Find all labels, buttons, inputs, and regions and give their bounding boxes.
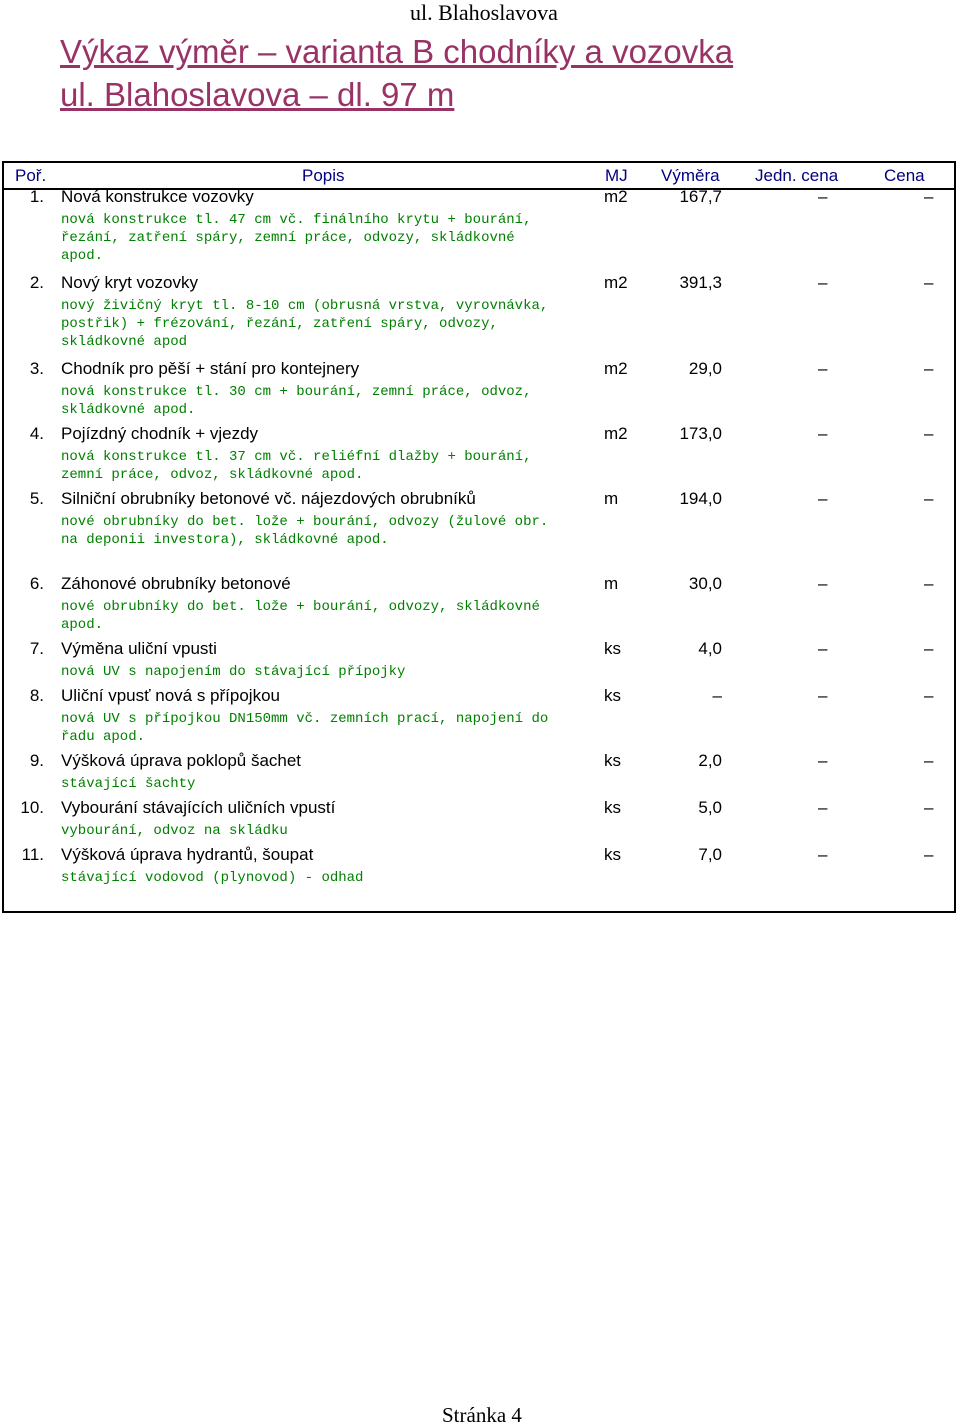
bill-of-quantities-table (2, 161, 956, 913)
row-description-line: na deponii investora), skládkovné apod. (61, 532, 389, 548)
row-description-line: stávající šachty (61, 776, 196, 792)
row-unit: ks (604, 845, 621, 864)
row-unit-price: – (818, 639, 828, 658)
row-description-line: řadu apod. (61, 729, 146, 745)
row-quantity: 5,0 (698, 798, 722, 817)
row-price: – (924, 798, 934, 817)
page-footer: Stránka 4 (442, 1403, 522, 1427)
row-quantity: 167,7 (679, 187, 722, 206)
document-title (60, 30, 733, 116)
row-number: 8. (29, 686, 44, 705)
row-description-line: nová UV s přípojkou DN150mm vč. zemních prací, napojení do (61, 711, 549, 727)
row-unit-price: – (818, 424, 828, 443)
row-unit-price: – (818, 686, 828, 705)
row-quantity: 391,3 (679, 273, 722, 292)
row-number: 7. (29, 639, 44, 658)
row-unit-price: – (818, 359, 828, 378)
row-title: Výměna uliční vpusti (61, 639, 217, 658)
row-number: 11. (21, 845, 44, 864)
row-price: – (924, 187, 934, 206)
col-header-mj: MJ (605, 166, 628, 185)
row-description-line: nové obrubníky do bet. lože + bourání, odvozy (žulové obr. (61, 514, 549, 530)
row-description-line: postřik) + frézování, řezání, zatření spáry, odvozy, (61, 316, 498, 332)
row-price: – (924, 489, 934, 508)
row-description-line: nová konstrukce tl. 37 cm vč. reliéfní dlažby + bourání, (61, 449, 532, 465)
row-description-line: skládkovné apod. (61, 402, 196, 418)
row-quantity: 30,0 (688, 574, 722, 593)
row-unit-price: – (818, 845, 828, 864)
row-number: 3. (29, 359, 44, 378)
row-unit: m (604, 489, 619, 508)
table-header (4, 163, 954, 190)
row-description-line: nové obrubníky do bet. lože + bourání, odvozy, skládkovné (61, 599, 540, 615)
row-description-line: vybourání, odvoz na skládku (61, 823, 288, 839)
row-unit: ks (604, 751, 621, 770)
row-title: Vybourání stávajících uličních vpustí (61, 798, 336, 817)
row-description-line: nová UV s napojením do stávající přípojky (61, 664, 406, 680)
row-price: – (924, 424, 934, 443)
row-price: – (924, 686, 934, 705)
col-header-jedn-cena: Jedn. cena (755, 166, 839, 185)
row-description-line: nová konstrukce tl. 30 cm + bourání, zemní práce, odvoz, (61, 384, 532, 400)
row-quantity: 29,0 (688, 359, 722, 378)
row-description-line: apod. (61, 617, 104, 633)
row-description-line: nový živičný kryt tl. 8-10 cm (obrusná vrstva, vyrovnávka, (61, 298, 549, 314)
row-unit: m2 (604, 187, 628, 206)
row-unit-price: – (818, 187, 828, 206)
row-unit: ks (604, 686, 621, 705)
row-description-line: zemní práce, odvoz, skládkovné apod. (61, 467, 364, 483)
row-quantity: 7,0 (698, 845, 722, 864)
row-title: Záhonové obrubníky betonové (61, 574, 291, 593)
row-description-line: nová konstrukce tl. 47 cm vč. finálního krytu + bourání, (61, 212, 532, 228)
row-unit: m2 (604, 273, 628, 292)
row-unit: ks (604, 798, 621, 817)
col-header-cena: Cena (884, 166, 925, 185)
col-header-vymera: Výměra (661, 166, 720, 185)
row-price: – (924, 751, 934, 770)
row-description-line: řezání, zatření spáry, zemní práce, odvozy, skládkovné (61, 230, 515, 246)
row-title: Chodník pro pěší + stání pro kontejnery (61, 359, 360, 378)
row-price: – (924, 359, 934, 378)
row-quantity: 4,0 (698, 639, 722, 658)
row-unit-price: – (818, 798, 828, 817)
row-price: – (924, 639, 934, 658)
page-header: ul. Blahoslavova (410, 0, 558, 25)
row-number: 9. (29, 751, 44, 770)
row-unit: m2 (604, 424, 628, 443)
row-quantity: 194,0 (679, 489, 722, 508)
row-quantity: – (712, 686, 722, 705)
title-line-2: ul. Blahoslavova – dl. 97 m (60, 76, 455, 113)
row-price: – (924, 845, 934, 864)
row-unit: m (604, 574, 619, 593)
row-title: Pojízdný chodník + vjezdy (61, 424, 259, 443)
row-title: Výšková úprava poklopů šachet (61, 751, 302, 770)
row-title: Nový kryt vozovky (61, 273, 198, 292)
row-unit: m2 (604, 359, 628, 378)
row-title: Silniční obrubníky betonové vč. nájezdových obrubníků (61, 489, 476, 508)
row-number: 4. (29, 424, 44, 443)
row-number: 10. (20, 798, 44, 817)
row-unit-price: – (818, 489, 828, 508)
row-price: – (924, 574, 934, 593)
row-unit: ks (604, 639, 621, 658)
row-title: Uliční vpusť nová s přípojkou (61, 686, 280, 705)
col-header-por: Poř. (15, 166, 47, 185)
row-unit-price: – (818, 574, 828, 593)
row-title: Nová konstrukce vozovky (61, 187, 254, 206)
row-number: 6. (29, 574, 44, 593)
row-title: Výšková úprava hydrantů, šoupat (61, 845, 314, 864)
row-unit-price: – (818, 751, 828, 770)
row-number: 1. (29, 187, 44, 206)
row-description-line: apod. (61, 248, 104, 264)
row-description-line: stávající vodovod (plynovod) - odhad (61, 870, 364, 886)
row-price: – (924, 273, 934, 292)
row-quantity: 173,0 (679, 424, 722, 443)
row-quantity: 2,0 (698, 751, 722, 770)
row-description-line: skládkovné apod (61, 334, 188, 350)
row-unit-price: – (818, 273, 828, 292)
title-line-1: Výkaz výměr – varianta B chodníky a vozovka (60, 33, 734, 70)
row-number: 2. (29, 273, 44, 292)
row-number: 5. (29, 489, 44, 508)
col-header-popis: Popis (302, 166, 345, 185)
